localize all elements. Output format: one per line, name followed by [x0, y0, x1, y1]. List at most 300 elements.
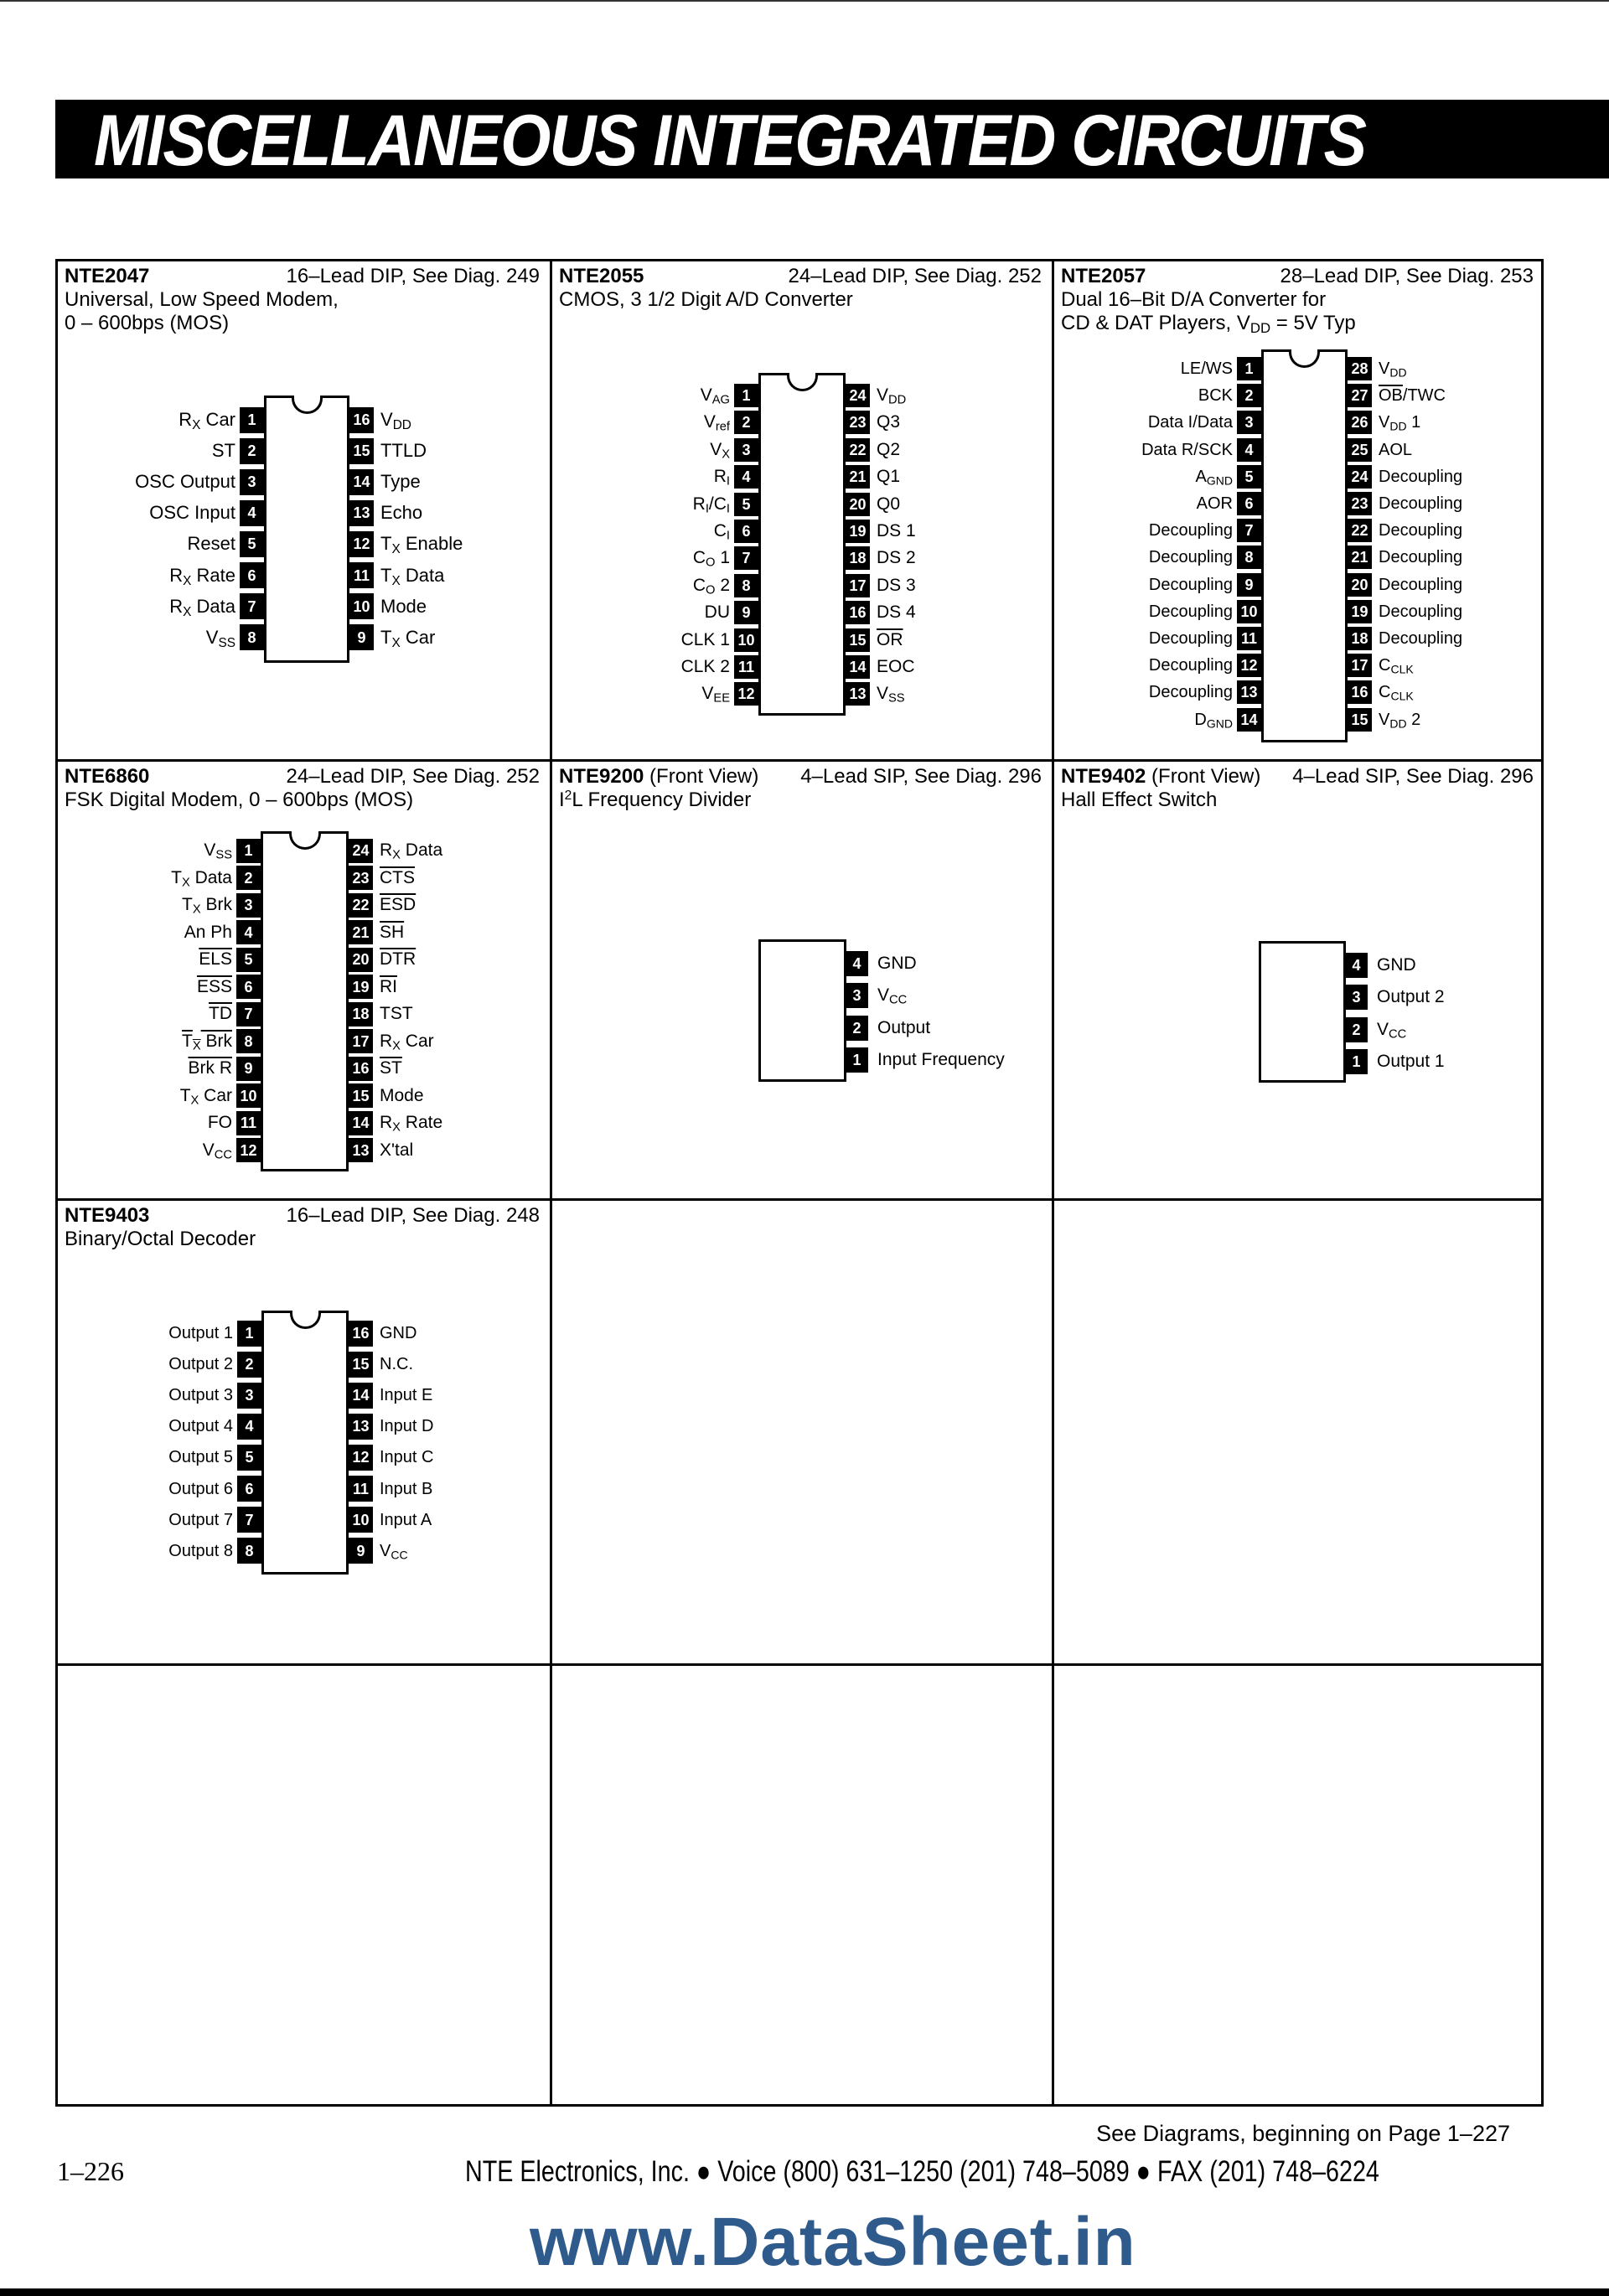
text-segment: Data	[191, 595, 235, 617]
text-segment: T	[380, 564, 392, 586]
pin-number: 24	[349, 839, 373, 863]
pin-label	[182, 895, 232, 915]
pin-label	[1377, 955, 1416, 975]
pin-number: 23	[846, 411, 870, 434]
pin-number: 15	[846, 628, 870, 652]
text-segment: Decoupling	[1379, 494, 1463, 513]
text-segment: BCK	[1198, 386, 1233, 406]
pin-label	[380, 472, 421, 492]
text-segment: AOL	[1379, 440, 1413, 459]
text-segment: Decoupling	[1379, 602, 1463, 621]
pin-label	[380, 1058, 402, 1078]
text-segment: EOC	[877, 657, 915, 676]
part-number: NTE9402	[1061, 765, 1146, 788]
text-segment: Input E	[380, 1386, 433, 1405]
pin-number: 13	[349, 500, 374, 526]
pin-number: 18	[846, 546, 870, 570]
subscript: DD	[1389, 716, 1407, 731]
text-segment: DS 4	[877, 602, 916, 623]
pin-label	[877, 630, 903, 650]
pin-label	[380, 1140, 413, 1161]
pin-number: 7	[237, 1507, 261, 1533]
ic-dip-body	[758, 373, 846, 716]
text-segment: Echo	[380, 502, 423, 524]
pin-label	[380, 840, 442, 861]
subscript: SS	[218, 635, 235, 650]
page-title: MISCELLANEOUS INTEGRATED CIRCUITS	[94, 101, 1366, 178]
text-segment: C	[692, 575, 706, 595]
text-segment: Decoupling	[1379, 521, 1463, 540]
pin-label	[1181, 359, 1233, 379]
pin-number: 13	[846, 682, 870, 706]
pin-label	[877, 657, 915, 677]
component-description	[65, 312, 339, 335]
pin-number: 21	[846, 465, 870, 489]
text-segment: Output 6	[168, 1479, 233, 1498]
text-segment: Car	[400, 626, 436, 648]
text-segment: Universal, Low Speed Modem,	[65, 288, 339, 311]
text-segment: GND	[877, 954, 917, 973]
pin-label	[168, 1479, 233, 1499]
pin-label	[380, 923, 404, 943]
subscript: EE	[713, 692, 730, 706]
subscript: X	[391, 542, 401, 557]
pin-label	[877, 684, 905, 704]
pin-label	[701, 684, 730, 704]
text-segment: CLK 1	[680, 629, 730, 649]
text-segment: Decoupling	[1148, 548, 1233, 567]
pin-number: 11	[349, 562, 374, 588]
pin-label	[1379, 494, 1462, 514]
pin-number: 5	[236, 948, 261, 972]
text-segment: D	[1194, 710, 1207, 729]
pin-number: 5	[237, 1445, 261, 1471]
pin-label	[197, 977, 232, 997]
text-segment: Output 2	[168, 1355, 233, 1374]
overline-text: $\overline{RI}$	[380, 976, 397, 996]
text-segment: V	[1379, 710, 1390, 729]
pin-number: 20	[1348, 573, 1372, 597]
text-segment: V	[380, 1541, 391, 1560]
pin-number: 12	[734, 682, 758, 706]
pin-label	[710, 440, 730, 460]
pin-number: 13	[1237, 680, 1261, 704]
pin-label	[1379, 412, 1420, 432]
text-segment: Input Frequency	[877, 1049, 1005, 1069]
text-segment: Decoupling	[1148, 683, 1233, 702]
pin-label	[380, 1541, 408, 1561]
text-segment: Output 1	[168, 1324, 233, 1342]
component-description	[1061, 288, 1356, 312]
text-segment: Input B	[380, 1479, 433, 1498]
text-segment: V	[703, 412, 716, 432]
text-segment: Rate	[400, 1113, 443, 1132]
text-segment: TST	[380, 1004, 413, 1023]
text-segment: Q3	[877, 412, 901, 432]
pin-label	[877, 985, 907, 1006]
text-segment: I	[559, 789, 565, 811]
pin-number: 16	[349, 1321, 373, 1347]
text-segment: /C	[708, 494, 727, 514]
pin-label	[692, 548, 730, 571]
pin-label	[877, 954, 917, 974]
text-segment: Brk	[200, 895, 232, 914]
pin-label	[169, 597, 235, 617]
component-description	[65, 288, 339, 312]
text-segment: Q0	[877, 494, 901, 514]
pin-label	[1377, 1020, 1406, 1040]
pin-label	[1149, 520, 1233, 540]
text-segment: V	[877, 385, 889, 405]
pin-label	[877, 521, 916, 541]
pin-number: 22	[349, 893, 373, 918]
pin-number: 19	[349, 975, 373, 999]
text-segment: CLK 2	[680, 657, 730, 676]
subscript: SS	[215, 848, 232, 862]
text-segment: A	[1195, 467, 1207, 486]
pin-number: 15	[349, 1352, 373, 1378]
part-number: NTE2047	[65, 265, 150, 287]
text-segment: Output 7	[168, 1510, 233, 1529]
subscript: I	[705, 502, 709, 516]
subscript: X	[183, 573, 192, 588]
subscript: X	[183, 604, 192, 619]
overline-text: $\overline{ST}$	[380, 1058, 402, 1078]
text-segment: Input A	[380, 1510, 432, 1529]
pin1-notch	[292, 396, 323, 414]
pin-number: 15	[1348, 708, 1372, 732]
pin-number: 8	[1237, 546, 1261, 569]
pin-number: 19	[1348, 600, 1372, 623]
text-segment: Output 5	[168, 1448, 233, 1467]
text-segment: R	[169, 564, 184, 586]
text-segment: AOR	[1196, 494, 1233, 513]
text-segment: Decoupling	[1379, 629, 1463, 648]
subscript: X	[392, 1120, 401, 1135]
pin-label	[1379, 385, 1446, 406]
pin-number: 22	[846, 438, 870, 462]
pin-number: 8	[734, 574, 758, 597]
pin-number: 11	[236, 1111, 261, 1135]
text-segment: N.C.	[380, 1355, 413, 1374]
text-segment: R	[713, 467, 727, 487]
pin-number: 18	[349, 1002, 373, 1026]
pin-number: 9	[349, 1538, 373, 1564]
pin-number: 4	[237, 1414, 261, 1440]
part-number: NTE6860	[65, 765, 150, 788]
pin-number: 11	[1237, 627, 1261, 650]
pin-number: 2	[236, 866, 261, 890]
pin-number: 3	[240, 469, 264, 495]
text-segment: Decoupling	[1148, 629, 1233, 648]
pin-label	[380, 566, 444, 586]
pin-number: 10	[734, 628, 758, 652]
text-segment: Decoupling	[1379, 548, 1463, 567]
text-segment: T	[182, 895, 193, 914]
pin-number: 1	[846, 1047, 868, 1073]
pin-label	[1149, 628, 1233, 649]
pin-number: 4	[236, 920, 261, 944]
text-segment: V	[1379, 359, 1390, 378]
subscript: I	[726, 502, 730, 516]
subscript: X	[192, 417, 201, 432]
pin-number: 18	[1348, 627, 1372, 650]
pin-label	[877, 1018, 930, 1038]
pin-label	[1377, 1052, 1445, 1072]
text-segment: TTLD	[380, 440, 427, 462]
pin-number: 7	[1237, 519, 1261, 542]
text-segment: V	[204, 840, 216, 860]
pin-label	[1196, 467, 1233, 487]
top-rule	[0, 0, 1609, 2]
subscript: SS	[888, 692, 905, 706]
pin-number: 8	[240, 624, 264, 650]
pin-label	[380, 1510, 432, 1530]
pin-number: 9	[236, 1057, 261, 1081]
text-segment: = 5V Typ	[1270, 312, 1356, 334]
pin-number: 13	[349, 1138, 373, 1162]
pin-label	[1379, 467, 1462, 487]
text-segment: Binary/Octal Decoder	[65, 1228, 256, 1250]
package-info: 28–Lead DIP, See Diag. 253	[1280, 265, 1534, 287]
component-description	[1061, 312, 1356, 335]
pin-number: 5	[240, 531, 264, 557]
pin-label	[168, 1541, 233, 1561]
pin-number: 14	[846, 655, 870, 679]
subscript: O	[706, 556, 716, 571]
text-segment: Data I/Data	[1147, 413, 1233, 432]
text-segment: C	[1379, 656, 1391, 675]
pin-label	[877, 1050, 1005, 1070]
pin-number: 6	[237, 1476, 261, 1502]
text-segment: 0 – 600bps (MOS)	[65, 312, 230, 334]
text-segment: ST	[211, 440, 235, 462]
grid-divider	[55, 1198, 1544, 1201]
pin-label	[168, 1416, 233, 1436]
pin-label	[1141, 440, 1233, 460]
pin-label	[380, 503, 422, 523]
pin-number: 20	[846, 493, 870, 516]
pin-number: 27	[1348, 384, 1372, 407]
text-segment: Rate	[191, 564, 235, 586]
pin-number: 12	[349, 1445, 373, 1471]
pin-number: 6	[1237, 492, 1261, 515]
grid-divider	[55, 1663, 1544, 1666]
pin-label	[168, 1323, 233, 1343]
pin-number: 12	[349, 531, 374, 557]
subscript: GND	[1206, 473, 1233, 488]
text-segment: R	[380, 840, 393, 860]
overline-text: $\overline{OR}$	[877, 629, 903, 649]
overline-text: $\overline{ELS}$	[199, 949, 232, 969]
part-note: (Front View)	[1146, 765, 1261, 788]
pin-label	[1379, 440, 1412, 460]
pin-label	[189, 1058, 233, 1078]
ic-dip-body	[264, 396, 349, 663]
pin-number: 4	[1345, 953, 1368, 978]
pin-number: 4	[734, 465, 758, 489]
subscript: DD	[1249, 320, 1271, 337]
pin-number: 6	[734, 520, 758, 543]
pin-label	[380, 1086, 424, 1106]
pin-label	[1379, 602, 1462, 622]
subscript: ref	[715, 421, 730, 435]
pin-number: 1	[734, 384, 758, 407]
text-segment: Data R/SCK	[1141, 440, 1233, 459]
pin-number: 10	[349, 1507, 373, 1533]
pin-number: 3	[1345, 985, 1368, 1010]
text-segment: Mode	[380, 595, 427, 617]
text-segment: V	[205, 626, 219, 648]
pin-label	[1377, 987, 1445, 1007]
text-segment: Decoupling	[1148, 521, 1233, 540]
ic-dip-body	[1261, 349, 1348, 742]
pin1-notch	[289, 831, 321, 850]
text-segment: R	[169, 595, 184, 617]
text-segment: Enable	[400, 533, 463, 555]
text-segment: V	[202, 1140, 215, 1160]
text-segment: V	[1379, 413, 1390, 432]
pin-number: 21	[349, 920, 373, 944]
text-segment: L Frequency Divider	[572, 789, 752, 811]
pin-label	[1194, 710, 1233, 730]
pin-number: 2	[240, 438, 264, 464]
pin-label	[380, 1323, 416, 1343]
pin-number: 6	[236, 975, 261, 999]
subscript: DD	[1389, 365, 1407, 380]
page-number: 1–226	[57, 2156, 124, 2186]
pin-label	[681, 657, 730, 677]
pin-label	[701, 385, 730, 406]
subscript: X	[192, 1039, 201, 1053]
pin-number: 8	[236, 1029, 261, 1053]
overline-text: $\overline{ESD}$	[380, 895, 416, 914]
subscript: X	[182, 876, 190, 890]
pin-label	[380, 628, 435, 648]
text-segment: Car	[400, 1031, 434, 1051]
pin-label	[203, 1140, 232, 1161]
pin-number: 11	[349, 1476, 373, 1502]
part-number: NTE2057	[1061, 265, 1146, 287]
pin1-notch	[290, 1311, 321, 1329]
text-segment: R	[380, 1031, 393, 1051]
grid-divider	[55, 759, 1544, 762]
pin-number: 10	[236, 1083, 261, 1108]
package-info: 16–Lead DIP, See Diag. 249	[286, 265, 540, 287]
pin-number: 11	[734, 655, 758, 679]
text-segment: CMOS, 3 1/2 Digit A/D Converter	[559, 288, 853, 311]
page-title-banner	[55, 100, 1609, 178]
pin-label	[1379, 710, 1420, 730]
text-segment: Data	[400, 564, 445, 586]
pin-number: 1	[1345, 1049, 1368, 1074]
pin-label	[209, 1004, 232, 1024]
pin-label	[182, 1032, 232, 1052]
pin-number: 25	[1348, 438, 1372, 462]
pin-label	[1149, 547, 1233, 567]
text-segment: R	[178, 409, 193, 430]
pin-label	[693, 576, 730, 596]
pin-label	[380, 410, 411, 430]
pin-number: 22	[1348, 519, 1372, 542]
subscript: DD	[392, 417, 411, 432]
diagram-reference-note: See Diagrams, beginning on Page 1–227	[1096, 2121, 1510, 2146]
overline-text: $\overline{OB}$	[1379, 386, 1403, 406]
pin-number: 14	[1237, 708, 1261, 732]
grid-divider	[550, 259, 552, 2107]
text-segment: 2	[715, 575, 730, 595]
superscript: 2	[564, 789, 572, 804]
overline-text: $\overline{DTR}$	[380, 949, 416, 969]
overline-text: Brk	[200, 1031, 232, 1051]
pin-number: 2	[237, 1352, 261, 1378]
pin-label	[1197, 494, 1233, 514]
pin-number: 4	[1237, 438, 1261, 462]
pin-label	[168, 1354, 233, 1374]
text-segment: Output 8	[168, 1541, 233, 1560]
text-segment: T	[380, 626, 392, 648]
pin-number: 6	[240, 562, 264, 588]
pin-number: 3	[1237, 411, 1261, 434]
text-segment: T	[380, 533, 392, 555]
subscript: GND	[1206, 716, 1233, 731]
text-segment: DU	[704, 602, 730, 623]
text-segment: Output	[877, 1017, 931, 1037]
pin-number: 2	[1237, 384, 1261, 407]
subscript: I	[726, 474, 730, 489]
pin-number: 4	[846, 951, 868, 976]
subscript: CC	[214, 1148, 232, 1162]
pin-number: 23	[1348, 492, 1372, 515]
pin-label	[149, 503, 235, 523]
pin-label	[703, 412, 730, 435]
subscript: X	[392, 1039, 401, 1053]
text-segment: Data	[400, 840, 443, 860]
pin-number: 1	[237, 1321, 261, 1347]
text-segment: An Ph	[184, 922, 232, 942]
pin-number: 3	[734, 438, 758, 462]
text-segment: GND	[1377, 955, 1416, 975]
text-segment: Data	[189, 867, 232, 887]
pin-label	[1379, 655, 1414, 675]
watermark-link[interactable]: www.DataSheet.in	[530, 2204, 1136, 2280]
package-info: 24–Lead DIP, See Diag. 252	[788, 265, 1042, 287]
text-segment: FSK Digital Modem, 0 – 600bps (MOS)	[65, 789, 414, 811]
bottom-rule	[0, 2288, 1609, 2296]
subscript: X	[392, 848, 401, 862]
text-segment: Car	[199, 1085, 232, 1105]
text-segment: Output 3	[168, 1386, 233, 1405]
text-segment: Output 4	[168, 1417, 233, 1436]
overline-text: $\overline{T}$	[182, 1031, 193, 1051]
ic-dip-body	[261, 1311, 349, 1575]
pin-label	[877, 412, 900, 432]
pin-label	[877, 467, 900, 487]
overline-text: $\overline{TD}$	[209, 1004, 232, 1023]
pin-label	[204, 840, 232, 861]
component-description	[559, 789, 758, 812]
pin-label	[380, 1416, 433, 1436]
pin-number: 14	[349, 469, 374, 495]
text-segment: Input C	[380, 1448, 434, 1467]
pin-number: 15	[349, 438, 374, 464]
component-description	[65, 1228, 256, 1251]
text-segment: C	[1379, 683, 1391, 702]
pin-label	[1379, 547, 1462, 567]
overline-text: $\overline{SH}$	[380, 922, 405, 942]
subscript: X	[190, 1094, 199, 1108]
pin-label	[877, 440, 900, 460]
